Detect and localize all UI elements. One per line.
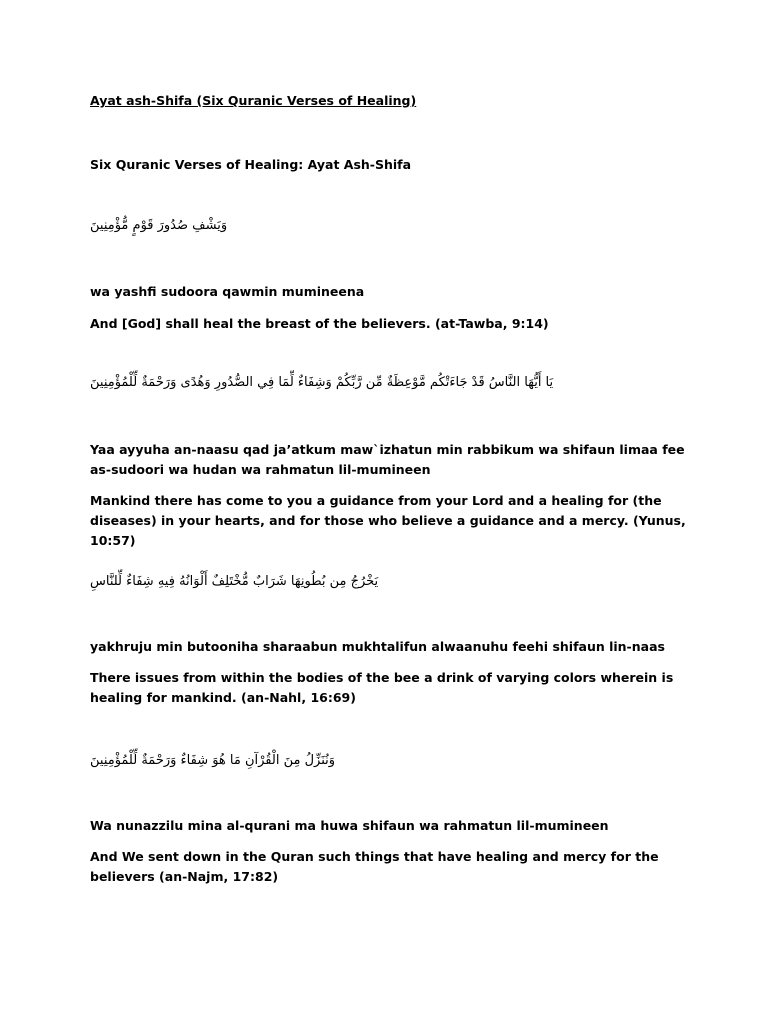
document-title: Ayat ash-Shifa (Six Quranic Verses of Healing): [90, 93, 417, 108]
verse-1-translation: And [God] shall heal the breast of the believers. (at-Tawba, 9:14): [90, 316, 549, 331]
verse-3-transliteration: yakhruju min butooniha sharaabun mukhtalifun alwaanuhu feehi shifaun lin-naas: [90, 639, 665, 654]
verse-1-transliteration: wa yashfi sudoora qawmin mumineena: [90, 284, 365, 299]
verse-4-arabic: وَنُنَزِّلُ مِنَ الْقُرْآنِ مَا هُوَ شِفَاءٌ وَرَحْمَةٌ لِّلْمُؤْمِنِينَ: [90, 753, 336, 768]
verse-2-translation: Mankind there has come to you a guidance from your Lord and a healing for (the diseases) in your hearts, and for those who believe a guidance and a mercy. (Yunus, 10:57): [90, 493, 686, 548]
verse-1-arabic: وَيَشْفِ صُدُورَ قَوْمٍ مُّؤْمِنِينَ: [90, 218, 228, 233]
verse-2-arabic: يَا أَيُّهَا النَّاسُ قَدْ جَاءَتْكُم مَّوْعِظَةٌ مِّن رَّبِّكُمْ وَشِفَاءٌ لِّمَا فِي الصُّدُورِ وَهُدًى وَرَحْمَةٌ لِّلْمُؤْمِنِينَ: [90, 375, 554, 390]
verse-4-transliteration: Wa nunazzilu mina al-qurani ma huwa shifaun wa rahmatun lil-mumineen: [90, 818, 609, 833]
verse-3-translation: There issues from within the bodies of the bee a drink of varying colors wherein is healing for mankind. (an-Nahl, 16:69): [90, 670, 674, 705]
verse-4-translation: And We sent down in the Quran such things that have healing and mercy for the believers (an-Najm, 17:82): [90, 849, 659, 884]
verse-2-transliteration: Yaa ayyuha an-naasu qad ja’atkum maw`izhatun min rabbikum wa shifaun limaa fee as-sudoori wa hudan wa rahmatun lil-mumineen: [90, 442, 685, 477]
document-subtitle: Six Quranic Verses of Healing: Ayat Ash-Shifa: [90, 157, 412, 172]
verse-3-arabic: يَخْرُجُ مِن بُطُونِهَا شَرَابٌ مُّخْتَلِفٌ أَلْوَانُهُ فِيهِ شِفَاءٌ لِّلنَّاسِ: [90, 574, 379, 589]
